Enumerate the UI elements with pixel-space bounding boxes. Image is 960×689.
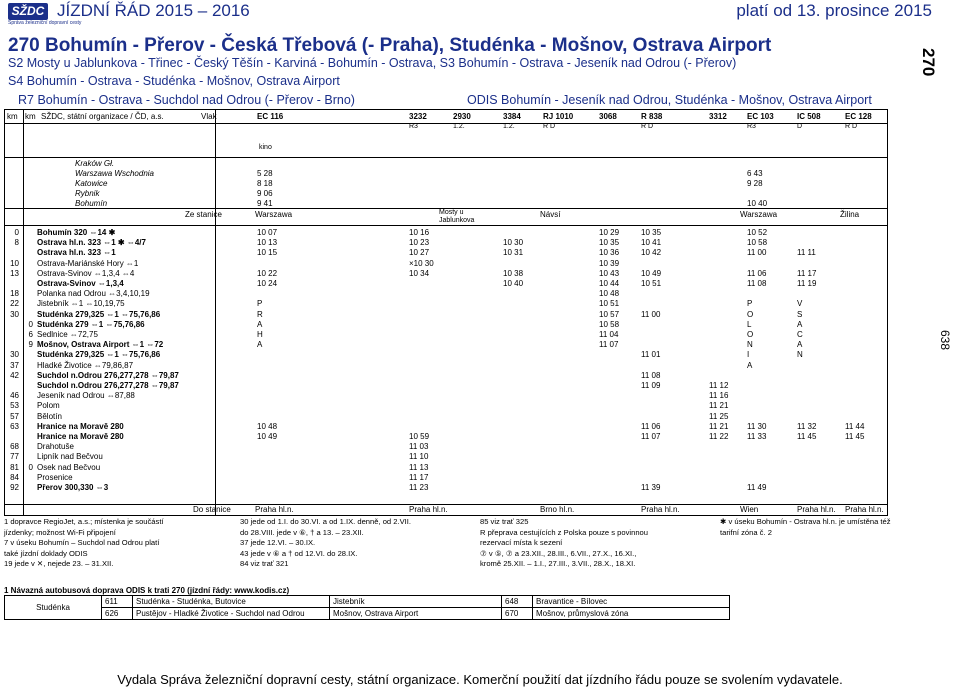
station-name: Mošnov, Ostrava Airport ⇔1 ⇔72	[37, 340, 164, 350]
train-attributes: R D	[543, 123, 556, 130]
time-cell: C	[797, 330, 803, 339]
destination: Brno hl.n.	[540, 505, 575, 514]
timetable	[4, 109, 888, 516]
time-cell: A	[257, 340, 263, 350]
subtitle-s4: S4 Bohumín - Ostrava - Studénka - Mošnov, Ostrava Airport	[8, 74, 340, 88]
bus-route: Bravantice - Bílovec	[533, 596, 730, 608]
footer-note: Vydala Správa železniční dopravní cesty, státní organizace. Komerční použití dat jízdního řádu pouze se svolením vydavatele.	[117, 672, 843, 687]
time-cell: 11 22	[709, 432, 729, 441]
pre-station: Rybnik	[75, 189, 100, 198]
time-cell: 11 17	[409, 472, 429, 482]
station-name: Sedlnice ⇔72,75	[37, 330, 98, 339]
legend-col-1	[4, 517, 234, 570]
time-cell: 11 45	[797, 432, 817, 441]
time-cell: 10 58	[747, 238, 768, 248]
bus-route: Studénka - Studénka, Butovice	[133, 596, 330, 608]
time-cell: 11 16	[709, 391, 729, 401]
time-cell: A	[797, 340, 803, 350]
time-cell: 11 23	[409, 483, 429, 492]
time-cell: 11 09	[641, 381, 661, 390]
train-attributes: R3	[747, 123, 756, 130]
time-cell: 11 21	[709, 401, 729, 411]
time-cell: O	[747, 309, 754, 319]
km-value: 63	[10, 421, 19, 431]
pre-time-ec103: 6 43	[747, 169, 763, 178]
time-cell: 10 29	[599, 228, 620, 237]
time-cell: 11 07	[641, 432, 661, 441]
time-cell: 10 24	[257, 279, 278, 288]
legend-line: ✱ v úseku Bohumín - Ostrava hl.n. je umístěna též	[720, 517, 891, 526]
km2-header: km	[25, 112, 36, 121]
km-value: 81	[10, 462, 19, 472]
km-value: 30	[10, 350, 19, 360]
legend-line: 30 jede od 1.I. do 30.VI. a od 1.IX. denně, od 2.VII.	[240, 517, 411, 526]
train-number: 3232	[409, 112, 427, 121]
station-name: Studénka 279 ⇔1 ⇔75,76,86	[37, 319, 145, 329]
origin-zilina: Žilina	[840, 210, 860, 219]
time-cell: 11 32	[797, 421, 817, 431]
station-name: Hranice na Moravě 280	[37, 432, 124, 441]
pre-time-ec116: 8 18	[257, 179, 273, 188]
time-cell: 10 48	[257, 421, 278, 431]
page-title: 270 Bohumín - Přerov - Česká Třebová (- Praha), Studénka - Mošnov, Ostrava Airport	[8, 35, 772, 56]
station-name: Prosenice	[37, 472, 73, 482]
time-cell: 10 35	[641, 228, 662, 237]
km-value: 57	[10, 411, 19, 421]
km-value: 37	[10, 360, 19, 370]
legend-col-2	[240, 517, 475, 570]
subtitle-r7: R7 Bohumín - Ostrava - Suchdol nad Odrou (- Přerov - Brno)	[18, 93, 355, 107]
station-name: Jistebník ⇔1 ⇔10,19,75	[37, 299, 125, 309]
time-cell: I	[747, 350, 750, 360]
station-name: Polom	[37, 401, 60, 411]
destination: Praha hl.n.	[845, 505, 884, 514]
time-cell: 11 25	[709, 411, 729, 421]
legend-line: kromě 25.XII. – 1.I., 27.III., 3.VII., 28.X., 18.XI.	[480, 559, 636, 568]
legend-line: ⑦ v ⑤, ⑦ a 23.XII., 28.III., 6.VII., 27.X., 16.XI.,	[480, 548, 637, 558]
train-number: 3068	[599, 112, 617, 121]
km-value: 42	[10, 370, 19, 380]
station-name: Hranice na Moravě 280	[37, 421, 124, 431]
km-value: 92	[10, 483, 19, 492]
legend-line: 85 viz trať 325	[480, 517, 529, 526]
time-cell: O	[747, 330, 754, 339]
bus-line: 611	[102, 596, 133, 608]
time-cell: 11 07	[599, 340, 619, 350]
time-cell: 10 31	[503, 248, 524, 258]
bus-route: Mošnov, průmyslová zóna	[533, 608, 730, 620]
station-name: Ostrava-Svinov ⇔1,3,4 ⇔4	[37, 268, 135, 278]
bus-line: 648	[502, 596, 533, 608]
km2-value: 0	[28, 319, 33, 329]
station-name: Ostrava-Mariánské Hory ⇔1	[37, 258, 139, 268]
destination: Praha hl.n.	[255, 505, 294, 514]
subtitle-s2-s3: S2 Mosty u Jablunkova - Třinec - Český Těšín - Karviná - Bohumín - Ostrava, S3 Bohumín - Ostrava - Jeseník nad Odrou (- Přerov)	[8, 56, 737, 70]
train-attributes: 1.2.	[453, 123, 465, 130]
bus-stop: Jistebník	[330, 596, 502, 608]
bus-route: Pustějov - Hladké Životice - Suchdol nad Odrou	[133, 608, 330, 620]
time-cell: 11 21	[709, 421, 729, 431]
time-cell: 10 16	[409, 228, 430, 237]
pre-time-ec116: 9 06	[257, 189, 273, 198]
kino-note: kino	[259, 144, 272, 151]
time-cell: 10 07	[257, 228, 278, 237]
time-cell: 10 22	[257, 268, 278, 278]
pre-time-ec116: 9 41	[257, 199, 273, 208]
train-attributes: R3	[409, 123, 418, 130]
time-cell: 10 58	[599, 319, 620, 329]
station-name: Lipník nad Bečvou	[37, 452, 103, 462]
km-value: 8	[14, 238, 19, 248]
time-cell: 10 15	[257, 248, 278, 258]
time-cell: 11 45	[845, 432, 865, 441]
legend-line: R přeprava cestujících z Polska pouze s povinnou	[480, 527, 648, 537]
pre-time-ec103: 9 28	[747, 179, 763, 188]
station-name: Jeseník nad Odrou ⇔87,88	[37, 391, 135, 401]
time-cell: N	[747, 340, 753, 350]
km-value: 13	[10, 268, 19, 278]
time-cell: 10 49	[641, 268, 662, 278]
operator-header: SŽDC, státní organizace / ČD, a.s.	[41, 112, 164, 121]
time-cell: N	[797, 350, 803, 360]
time-cell: 11 01	[641, 350, 661, 360]
vlak-header: Vlak	[201, 112, 217, 121]
time-cell: 11 19	[797, 279, 817, 288]
station-name: Suchdol n.Odrou 276,277,278 ⇔79,87	[37, 370, 179, 380]
time-cell: 11 00	[747, 248, 767, 258]
station-name: Ostrava hl.n. 323 ⇔1 ✱ ⇔4/7	[37, 238, 146, 248]
time-cell: 11 08	[641, 370, 661, 380]
station-name: Studénka 279,325 ⇔1 ⇔75,76,86	[37, 309, 161, 319]
time-cell: 10 49	[257, 432, 278, 441]
time-cell: 10 51	[641, 279, 662, 288]
time-cell: 10 13	[257, 238, 278, 248]
destination: Praha hl.n.	[797, 505, 836, 514]
time-cell: 11 33	[747, 432, 767, 441]
origin-warszawa: Warszawa	[255, 210, 293, 219]
km-value: 22	[10, 299, 19, 309]
time-cell: P	[747, 299, 753, 309]
station-name: Bohumín 320 ⇔14 ✱	[37, 228, 116, 237]
time-cell: 10 57	[599, 309, 620, 319]
km-value: 0	[14, 228, 19, 237]
pre-station: Kraków Gł.	[75, 159, 115, 168]
time-cell: P	[257, 299, 263, 309]
time-cell: 10 23	[409, 238, 430, 248]
train-attributes: R D	[641, 123, 654, 130]
time-cell: R	[257, 309, 263, 319]
legend-line: 1 dopravce RegioJet, a.s.; místenka je součástí	[4, 517, 164, 526]
km-value: 68	[10, 442, 19, 452]
station-name: Studénka 279,325 ⇔1 ⇔75,76,86	[37, 350, 161, 360]
line-number: 270	[919, 48, 938, 77]
train-number: EC 128	[845, 112, 872, 121]
time-cell: 11 44	[845, 421, 865, 431]
destination: Praha hl.n.	[641, 505, 680, 514]
bus-connections	[4, 586, 886, 620]
validity-date: platí od 13. prosince 2015	[736, 1, 932, 20]
legend-col-4	[720, 517, 950, 538]
bus-table	[4, 595, 730, 620]
time-cell: 11 30	[747, 421, 767, 431]
km-value: 46	[10, 391, 19, 401]
train-number: RJ 1010	[543, 112, 574, 121]
train-number: 3312	[709, 112, 727, 121]
pre-station: Katowice	[75, 179, 108, 188]
train-number: EC 103	[747, 112, 774, 121]
pre-time-ec103: 10 40	[747, 199, 768, 208]
time-cell: 11 06	[747, 268, 767, 278]
time-cell: 10 42	[641, 248, 662, 258]
station-name: Suchdol n.Odrou 276,277,278 ⇔79,87	[37, 381, 179, 390]
km-value: 18	[10, 289, 19, 299]
time-cell: 11 12	[709, 381, 729, 390]
station-name: Hladké Životice ⇔79,86,87	[37, 360, 134, 370]
station-name: Ostrava-Svinov ⇔1,3,4	[37, 279, 124, 288]
km-value: 53	[10, 401, 19, 411]
station-name: Přerov 300,330 ⇔3	[37, 483, 109, 492]
time-cell: 10 34	[409, 268, 430, 278]
legend-line: rezervací místa k sezení	[480, 538, 563, 547]
time-cell: 10 27	[409, 248, 430, 258]
km-value: 10	[10, 258, 19, 268]
time-cell: 11 17	[797, 268, 817, 278]
km-header: km	[7, 112, 18, 121]
legend-line: 19 jede v ✕, nejede 23. – 31.XII.	[4, 559, 114, 568]
station-name: Drahotuše	[37, 442, 74, 452]
time-cell: 10 44	[599, 279, 620, 288]
origin-warszawa-2: Warszawa	[740, 210, 778, 219]
logo-subtitle: Správa železniční dopravní cesty	[8, 20, 82, 26]
km-value: 30	[10, 309, 19, 319]
szdc-logo: SŽDC	[8, 3, 48, 20]
train-attributes: 1.2.	[503, 123, 515, 130]
legend-line: také jízdní doklady ODIS	[4, 548, 88, 558]
time-cell: 10 59	[409, 432, 430, 441]
legend-line: tarifní zóna č. 2	[720, 527, 772, 537]
bus-row	[5, 596, 730, 608]
train-number: R 838	[641, 112, 663, 121]
time-cell: S	[797, 309, 803, 319]
station-name: Ostrava hl.n. 323 ⇔1	[37, 248, 116, 258]
pre-station: Warszawa Wschodnia	[75, 169, 154, 178]
time-cell: 11 08	[747, 279, 767, 288]
legend-line: 7 v úseku Bohumín – Suchdol nad Odrou platí	[4, 538, 160, 547]
bus-stop: Mošnov, Ostrava Airport	[330, 608, 502, 620]
bus-line: 626	[102, 608, 133, 620]
time-cell: 10 39	[599, 258, 620, 268]
train-number: 2930	[453, 112, 471, 121]
pre-station: Bohumín	[75, 199, 108, 208]
time-cell: A	[747, 360, 753, 370]
time-cell: 10 40	[503, 279, 524, 288]
ze-stanice-label: Ze stanice	[185, 210, 222, 219]
bus-line: 670	[502, 608, 533, 620]
station-name: Polanka nad Odrou ⇔3,4,10,19	[37, 289, 150, 299]
time-cell: 10 41	[641, 238, 662, 248]
origin-navsi: Návsí	[540, 210, 561, 219]
time-cell: 11 04	[599, 330, 619, 339]
time-cell: 10 35	[599, 238, 620, 248]
time-cell: 10 52	[747, 228, 768, 237]
time-cell: 11 06	[641, 421, 661, 431]
origin-mosty: Mosty u Jablunkova	[439, 209, 475, 224]
time-cell: H	[257, 330, 263, 339]
time-cell: 10 43	[599, 268, 620, 278]
legend-line: 37 jede 12.VI. – 30.IX.	[240, 538, 316, 547]
page-number: 638	[938, 330, 952, 351]
time-cell: A	[257, 319, 263, 329]
station-name: Bělotín	[37, 411, 62, 421]
train-attributes: R D	[845, 123, 858, 130]
legend-line: 43 jede v ⑥ a † od 12.VI. do 28.IX.	[240, 548, 358, 558]
train-number: IC 508	[797, 112, 821, 121]
legend-line: 84 viz trať 321	[240, 559, 289, 568]
destination: Wien	[740, 505, 759, 514]
legend-line: do 28.VIII. jede v ⑥, † a 13. – 23.XII.	[240, 527, 364, 537]
train-number: EC 116	[257, 112, 284, 121]
time-cell: 11 49	[747, 483, 767, 492]
km2-value: 9	[28, 340, 33, 350]
time-cell: 11 13	[409, 462, 429, 472]
pre-time-ec116: 5 28	[257, 169, 273, 178]
km2-value: 0	[28, 462, 33, 472]
time-cell: 10 51	[599, 299, 620, 309]
bus-title: 1 Návazná autobusová doprava ODIS k trati 270 (jízdní řády: www.kodis.cz)	[4, 586, 290, 595]
bus-row	[5, 608, 730, 620]
time-cell: 10 30	[503, 238, 524, 248]
time-cell: A	[797, 319, 803, 329]
time-cell: L	[747, 319, 752, 329]
time-cell: 10 36	[599, 248, 620, 258]
time-cell: 11 10	[409, 452, 429, 462]
km-value: 77	[10, 452, 19, 462]
legend-col-3	[480, 517, 730, 570]
time-cell: 11 00	[641, 309, 661, 319]
destination: Praha hl.n.	[409, 505, 448, 514]
train-number: 3384	[503, 112, 521, 121]
km2-value: 6	[28, 330, 33, 339]
time-cell: 10 48	[599, 289, 620, 299]
legend-line: jízdenky; možnost Wi-Fi připojení	[4, 527, 116, 537]
time-cell: 10 38	[503, 268, 524, 278]
km-value: 84	[10, 472, 19, 482]
do-stanice-label: Do stanice	[193, 505, 231, 514]
train-attributes: D	[797, 123, 803, 130]
subtitle-odis: ODIS Bohumín - Jeseník nad Odrou, Studénka - Mošnov, Ostrava Airport	[467, 93, 872, 107]
bus-stop-label: Studénka	[5, 596, 102, 620]
time-cell: V	[797, 299, 803, 309]
time-cell: 11 39	[641, 483, 661, 492]
time-cell: ×10 30	[409, 258, 434, 268]
time-cell: 11 11	[797, 248, 816, 258]
station-name: Osek nad Bečvou	[37, 462, 101, 472]
timetable-year: JÍZDNÍ ŘÁD 2015 – 2016	[57, 1, 250, 20]
time-cell: 11 03	[409, 442, 429, 452]
